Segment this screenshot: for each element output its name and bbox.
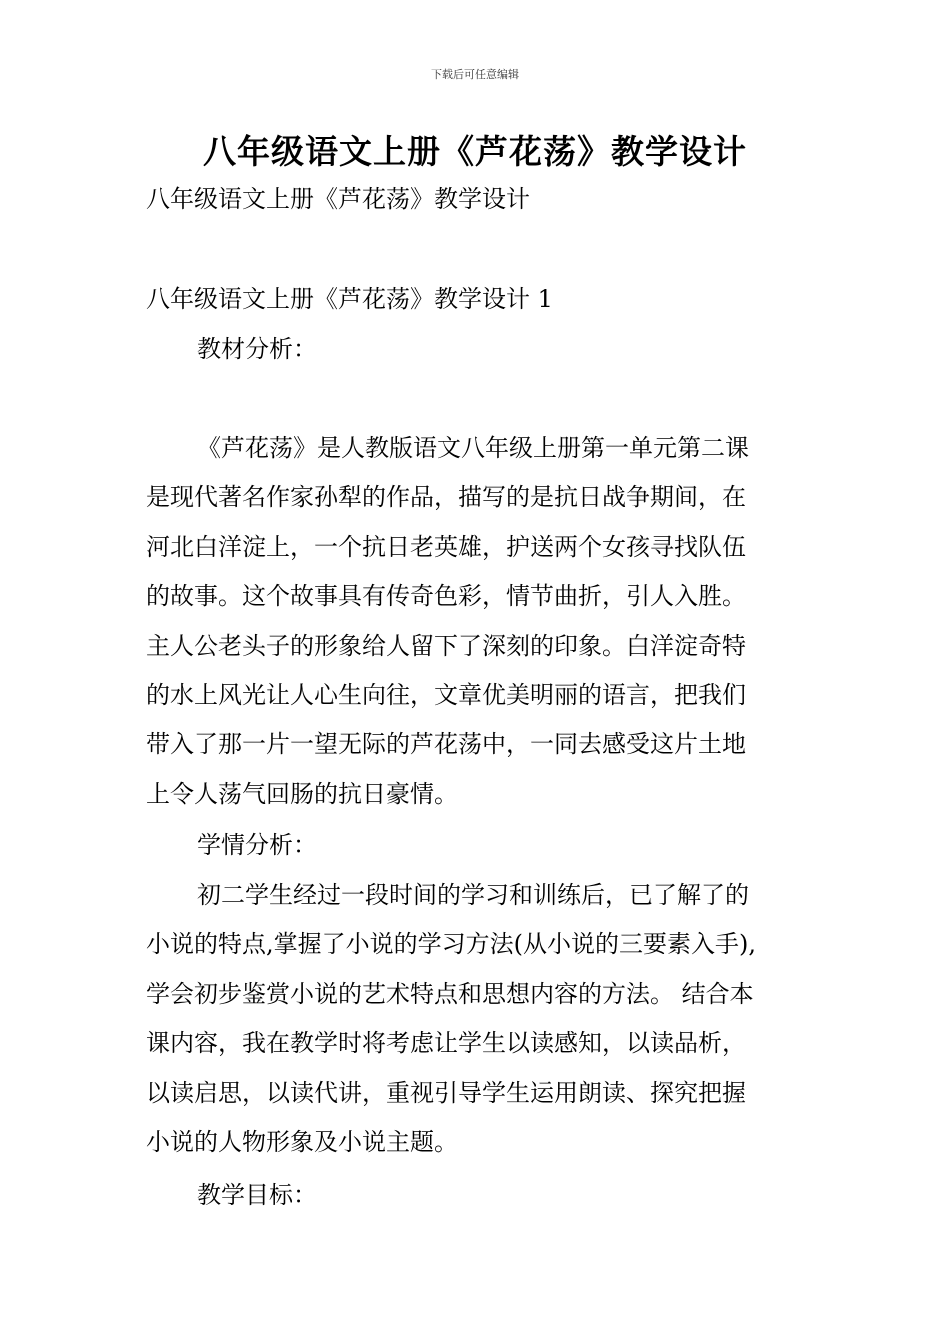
label-student-analysis: 学情分析： — [197, 831, 317, 859]
paragraph-line: 带入了那一片一望无际的芦花荡中，一同去感受这片土地 — [146, 730, 746, 759]
paragraph-line: 是现代著名作家孙犁的作品，描写的是抗日战争期间，在 — [146, 483, 746, 512]
paragraph-line: 上令人荡气回肠的抗日豪情。 — [146, 779, 458, 808]
paragraph-line: 河北白洋淀上，一个抗日老英雄，护送两个女孩寻找队伍 — [146, 532, 746, 561]
paragraph-line: 的水上风光让人心生向往，文章优美明丽的语言，把我们 — [146, 681, 746, 710]
label-teaching-goals: 教学目标： — [197, 1181, 317, 1209]
document-title: 八年级语文上册《芦花荡》教学设计 — [203, 132, 747, 171]
paragraph-student-analysis — [146, 871, 816, 1167]
paragraph-line: 的故事。这个故事具有传奇色彩，情节曲折，引人入胜。 — [146, 582, 746, 611]
document-subtitle: 八年级语文上册《芦花荡》教学设计 — [146, 185, 530, 213]
paragraph-line: 课内容，我在教学时将考虑让学生以读感知，以读品析， — [146, 1029, 746, 1058]
paragraph-line: 主人公老头子的形象给人留下了深刻的印象。白洋淀奇特 — [146, 631, 746, 660]
section-heading: 八年级语文上册《芦花荡》教学设计 1 — [146, 285, 553, 313]
paragraph-line: 初二学生经过一段时间的学习和训练后，已了解了的 — [197, 881, 749, 909]
header-note: 下载后可任意编辑 — [431, 68, 519, 81]
label-material-analysis: 教材分析： — [197, 335, 317, 363]
paragraph-material-analysis — [146, 424, 816, 819]
paragraph-line: 小说的人物形象及小说主题。 — [146, 1128, 458, 1157]
paragraph-line: 以读启思，以读代讲，重视引导学生运用朗读、探究把握 — [146, 1078, 746, 1107]
paragraph-line: 小说的特点,掌握了小说的学习方法(从小说的三要素入手), — [146, 930, 756, 959]
paragraph-line: 学会初步鉴赏小说的艺术特点和思想内容的方法。 结合本 — [146, 979, 754, 1008]
paragraph-line: 《芦花荡》是人教版语文八年级上册第一单元第二课 — [197, 434, 749, 462]
